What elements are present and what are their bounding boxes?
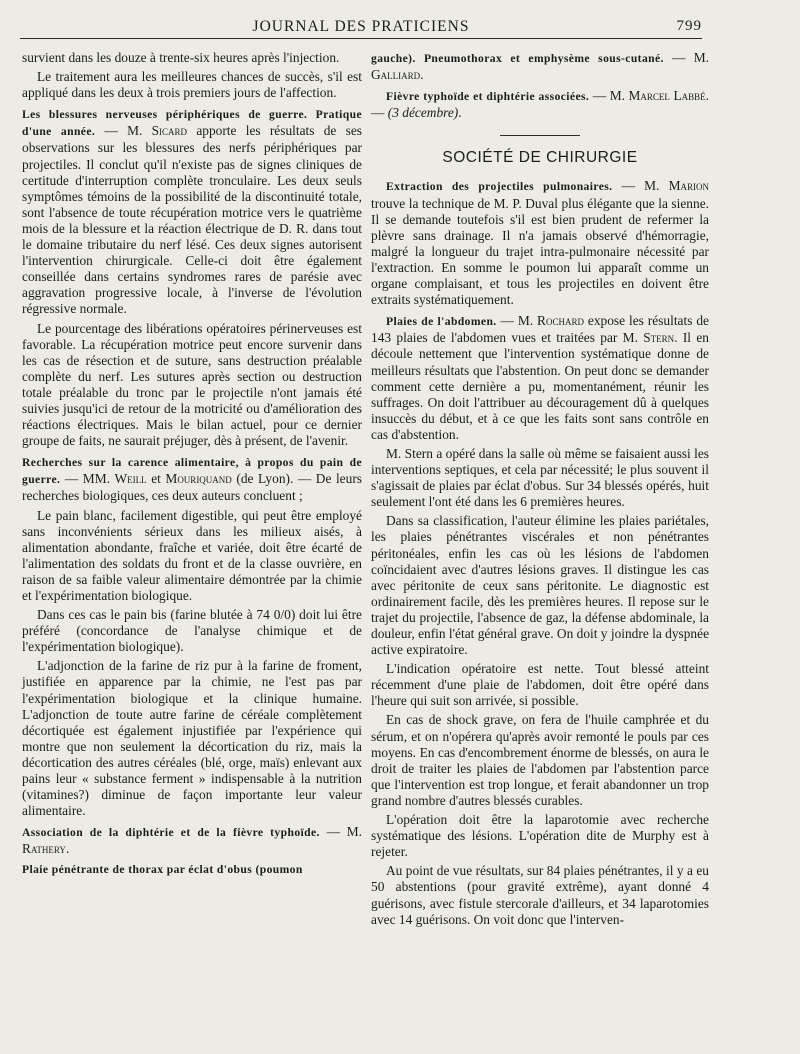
abstract-title: Les blessures nerveuses périphériques de guerre. Pratique d'une année. bbox=[22, 108, 362, 139]
section-heading: SOCIÉTÉ DE CHIRURGIE bbox=[442, 149, 638, 167]
paragraph: Dans sa classification, l'auteur élimine les plaies pariétales, les plaies pénétrantes viscérales et non pénétrantes péritonéales, enfin les cas où les lésions de l'abdomen coïncidaient avec d'autres lésions graves. Il distingue les cas avec péritonite de ceux sans péritonite. Le diagnostic est ordinairement facile, dès les premières heures. Il repose sur le trajet du projectile, l'absence de gaz, la défense abdominale, la douleur, enfin l'état général grave. On doit y joindre la dyspnée active expiratoire. bbox=[371, 513, 710, 658]
abstract-extraction: Extraction des projectiles pulmonaires. — M. Marion trouve la technique de M. P. Duval plus élégante que la sienne. Il se demande toutefois s'il est bien prudent de refermer la plèvre sans drainage. Il n'a jamais observé d'hémorragie, malgré la longueur du trajet intra-pulmonaire nécessité par l'extraction. En somme le poumon lui apparaît comme un organe complaisant, et tous les projectiles en doivent être extraits systématiquement. bbox=[371, 178, 709, 308]
journal-title: JOURNAL DES PRATICIENS bbox=[252, 18, 470, 35]
paragraph: L'opération doit être la laparotomie avec recherche systématique des lésions. L'opération dite de Murphy est à rejeter. bbox=[371, 812, 709, 860]
paragraph: Le pain blanc, facilement digestible, qui peut être employé sans inconvénients sérieux dans les milieux aisés, à alimentation abondante, fraîche et variée, doit être écarté de l'alimentation des soldats du front et de la classe ouvrière, en raison de sa faible valeur alimentaire démontrée par la chimie et l'expérimentation biologique. bbox=[22, 507, 362, 603]
author-name: Galliard bbox=[371, 67, 421, 83]
abstract-plaie-thorax bbox=[22, 861, 362, 878]
abstract-title: gauche). Pneumothorax et emphysème sous-cutané. bbox=[371, 52, 664, 65]
abstract-title: Association de la diphtérie et de la fièvre typhoïde. bbox=[22, 826, 320, 840]
abstract-plaie-thorax-continued: gauche). Pneumothorax et emphysème sous-cutané. — M. Galliard. bbox=[371, 50, 710, 83]
abstract-carence: Recherches sur la carence alimentaire, à propos du pain de guerre. — MM. Weill et Mouriquand (de Lyon). — De leurs recherches biologiques, ces deux auteurs concluent ; bbox=[22, 456, 362, 504]
abstract-blessures: Les blessures nerveuses périphériques de guerre. Pratique d'une année. — M. Sicard apporte les résultats de ses observations sur les blessures des nerfs périphériques par projectiles. Il conclut qu'il n'existe pas de signes cliniques de certitude d'interruption complète tronculaire. Les deux seuls symptômes témoins de la possibilité de la discontinuité totale, sont l'absence de toute récupération motrice vers le quatrième mois de la blessure et la réaction électrique de D. R. dans tout le domaine tributaire du nerf lésé. Ces deux signes autorisent l'intervention chirurgicale. Celle-ci doit être également conseillée dans certains syndromes rares de parésie avec aggravation progressive locale, à l'inverse de l'évolution régressive normale. bbox=[22, 108, 362, 317]
abstract-title: Plaies de l'abdomen. bbox=[386, 315, 497, 329]
paragraph: Au point de vue résultats, sur 84 plaies pénétrantes, il y a eu 50 abstentions (pour gravité extrême), ayant donné 4 guérisons, avec fistule stercorale d'ailleurs, et 34 laparotomies avec 14 guérisons. On voit donc que l'interven- bbox=[371, 863, 709, 927]
paragraph: M. Stern a opéré dans la salle où même se faisaient aussi les interventions septiques, et cela par nécessité; le plus souvent il s'agissait de plaies par éclat d'obus. Sur 34 blessés opérés, huit seulement l'ont été dans les 6 premières heures. bbox=[371, 445, 709, 510]
abstract-title: Fièvre typhoïde et diphtérie associées. bbox=[386, 90, 590, 104]
abstract-plaies-abdomen: Plaies de l'abdomen. — M. Rochard expose les résultats de 143 plaies de l'abdomen vues et traitées par M. Stern. Il en découle nettement que l'intervention systématique donne de meilleurs résultats que l'abstention. On peut donc se demander comment cette dernière a pu, momentanément, réunir les suffrages. On doit l'attribuer au découragement dû à quelques insuccès du début, et à ce que les faits sont sans contrôle en cas d'abstention. bbox=[371, 313, 709, 442]
paragraph: L'adjonction de la farine de riz pur à la farine de froment, justifiée en apparence par la chimie, ne l'est pas par l'expérimentation biologique et la clinique humaine. L'adjonction de toute autre farine de céréale complètement décortiquée est également injustifiée par l'expérience qui montre que non seulement la décortication du riz, mais la décortication des autres céréales (blé, orge, maïs) enlevant aux pains leur « substance ferment » indispensable à la nutrition (vitamines?) diminue de façon importante leur valeur alimentaire. bbox=[22, 658, 362, 819]
paragraph: Le traitement aura les meilleures chances de succès, s'il est appliqué dans les deux à trois premiers jours de l'affection. bbox=[22, 69, 362, 101]
author-name: Stern bbox=[643, 330, 675, 346]
author-name: Mouriquand bbox=[165, 471, 232, 487]
paragraph: En cas de shock grave, on fera de l'huile camphrée et du sérum, et on n'opérera qu'après avoir remonté le pouls par ces moyens. En cas d'encombrement énorme de blessés, on aura le droit de traiter les plaies de l'abdomen par l'abstention parce que l'intervention est trop longue, et ferait abandonner un trop grand nombre d'autres blessés curables. bbox=[371, 712, 709, 808]
paragraph: survient dans les douze à trente-six heures après l'injection. bbox=[22, 50, 340, 65]
session-date: (3 décembre) bbox=[387, 105, 459, 121]
right-column bbox=[371, 50, 709, 928]
page-number: 799 bbox=[676, 18, 702, 34]
section-divider bbox=[500, 135, 580, 136]
author-name: Weill bbox=[114, 471, 147, 487]
left-column bbox=[22, 50, 362, 878]
abstract-title: Plaie pénétrante de thorax par éclat d'obus (poumon bbox=[22, 862, 303, 876]
running-header bbox=[20, 8, 702, 39]
author-name: Marion bbox=[668, 178, 709, 194]
abstract-title: Extraction des projectiles pulmonaires. bbox=[386, 180, 613, 194]
author-name: Sicard bbox=[151, 123, 188, 139]
paragraph: L'indication opératoire est nette. Tout blessé atteint récemment d'une plaie de l'abdomen, doit être opéré dans l'heure qui suit son arrivée, si possible. bbox=[371, 661, 709, 709]
abstract-association: Association de la diphtérie et de la fièvre typhoïde. — M. Rathery. bbox=[22, 824, 363, 857]
abstract-fievre: Fièvre typhoïde et diphtérie associées. — M. Marcel Labbé. — (3 décembre). bbox=[371, 88, 709, 121]
abstract-title: Recherches sur la carence alimentaire, à propos du pain de guerre. bbox=[22, 456, 362, 487]
paragraph: Dans ces cas le pain bis (farine blutée à 74 0/0) doit lui être préféré (concordance de l'analyse chimique et de l'expérimentation biologique). bbox=[22, 607, 362, 655]
paragraph: Le pourcentage des libérations opératoires périnerveuses est favorable. La récupération motrice peut encore survenir dans les cas de résection et de suture, sans destruction préalable complète du nerf. Les sutures après section ou destruction totale préalable du tronc par le projectile n'ont jamais été suivies jusqu'ici de retour de la motricité ou d'amélioration des réactions électriques. Mais le bilan actuel, pour ce dernier groupe de faits, ne saurait préjuger, dès à présent, de l'avenir. bbox=[22, 320, 362, 449]
author-name: Marcel Labbé bbox=[628, 88, 706, 104]
author-name: Rathery bbox=[22, 841, 66, 857]
author-name: Rochard bbox=[537, 313, 584, 329]
